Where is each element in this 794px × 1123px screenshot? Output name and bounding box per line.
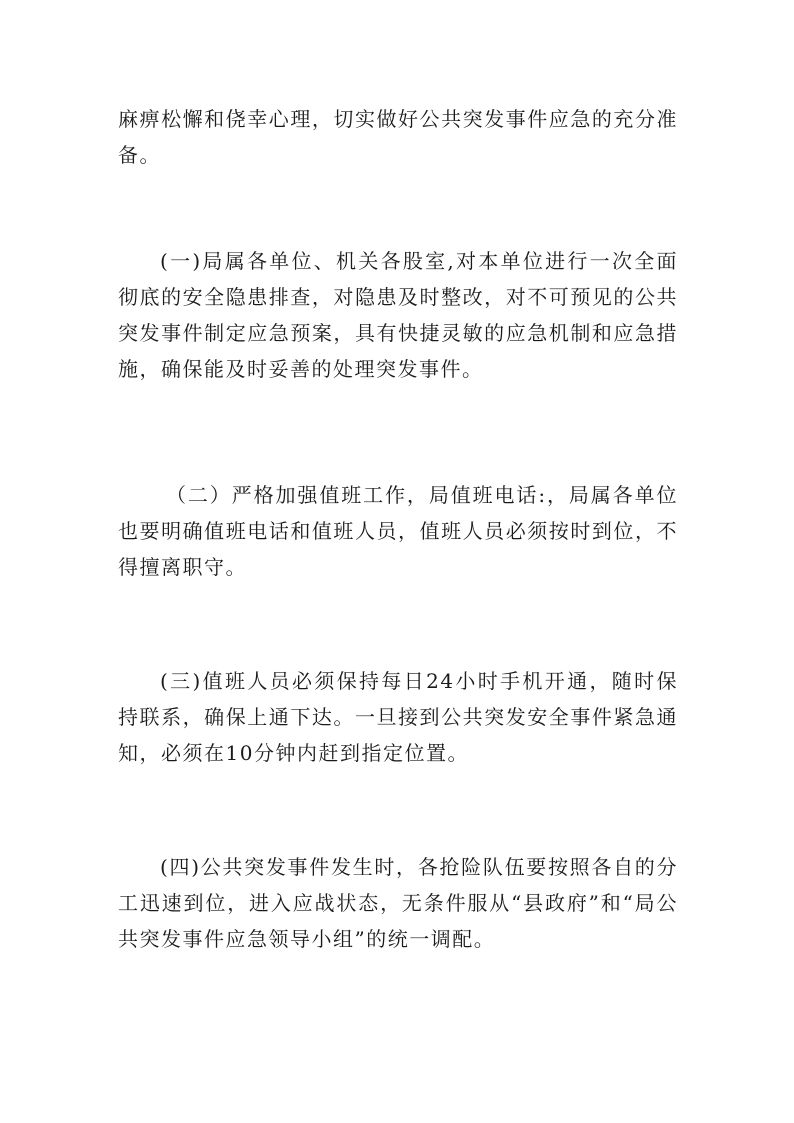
paragraph-item-3: (三)值班人员必须保持每日24小时手机开通，随时保持联系，确保上通下达。一旦接到公共突发安全事件紧急通知，必须在10分钟内赶到指定位置。 bbox=[118, 669, 678, 765]
paragraph-item-4: (四)公共突发事件发生时，各抢险队伍要按照各自的分工迅速到位，进入应战状态，无条件服从“县政府”和“局公共突发事件应急领导小组”的统一调配。 bbox=[118, 855, 678, 951]
paragraph-item-1: (一)局属各单位、机关各股室,对本单位进行一次全面彻底的安全隐患排查，对隐患及时整改，对不可预见的公共突发事件制定应急预案，具有快捷灵敏的应急机制和应急措施，确保能及时妥善的处理突发事件。 bbox=[118, 249, 678, 381]
paragraph-item-2: （二）严格加强值班工作，局值班电话:，局属各单位也要明确值班电话和值班人员，值班人员必须按时到位，不得擅离职守。 bbox=[118, 483, 678, 579]
paragraph-continuation: 麻痹松懈和侥幸心理，切实做好公共突发事件应急的充分准备。 bbox=[118, 107, 678, 167]
